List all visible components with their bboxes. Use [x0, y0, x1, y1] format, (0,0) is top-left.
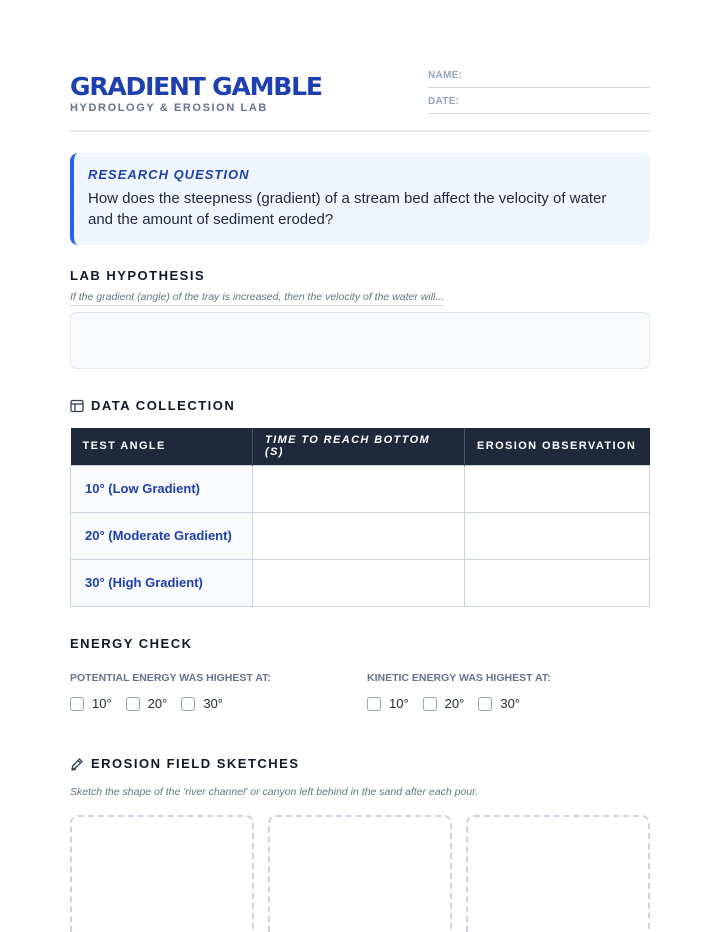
column-header-time: TIME TO REACH BOTTOM (S)	[253, 428, 465, 465]
pen-icon	[70, 757, 84, 771]
checkbox[interactable]	[126, 697, 140, 711]
checkbox[interactable]	[367, 697, 381, 711]
kinetic-option-30[interactable]	[478, 696, 520, 711]
angle-cell: 10° (Low Gradient)	[71, 465, 253, 512]
column-header-erosion: EROSION OBSERVATION	[465, 428, 650, 465]
potential-option-10[interactable]	[70, 696, 112, 711]
angle-cell: 30° (High Gradient)	[71, 559, 253, 606]
date-label: DATE:	[428, 96, 460, 107]
kinetic-option-20[interactable]	[423, 696, 465, 711]
potential-energy-options	[70, 696, 237, 711]
angle-cell: 20° (Moderate Gradient)	[71, 512, 253, 559]
table-header-row	[71, 428, 650, 465]
hypothesis-title-text: LAB HYPOTHESIS	[70, 268, 206, 283]
kinetic-energy-label: KINETIC ENERGY WAS HIGHEST AT:	[367, 672, 551, 684]
name-label: NAME:	[428, 70, 463, 81]
option-label: 20°	[147, 696, 168, 711]
checkbox[interactable]	[181, 697, 195, 711]
checkbox[interactable]	[478, 697, 492, 711]
time-cell[interactable]	[253, 465, 465, 512]
option-label: 10°	[92, 696, 112, 711]
erosion-cell[interactable]	[465, 512, 650, 559]
data-table	[70, 428, 650, 607]
hypothesis-title	[70, 268, 205, 283]
name-field[interactable]	[428, 70, 650, 88]
kinetic-option-10[interactable]	[367, 696, 409, 711]
erosion-cell[interactable]	[465, 559, 650, 606]
table-row	[71, 465, 650, 512]
sketches-title	[70, 756, 300, 771]
research-question-callout	[70, 153, 650, 245]
energy-check-title-text: ENERGY CHECK	[70, 636, 193, 651]
worksheet-header	[70, 70, 650, 132]
hypothesis-input[interactable]	[70, 312, 650, 369]
time-cell[interactable]	[253, 512, 465, 559]
kinetic-energy-options	[367, 696, 534, 711]
research-question-label: RESEARCH QUESTION	[88, 167, 250, 182]
potential-energy-label: POTENTIAL ENERGY WAS HIGHEST AT:	[70, 672, 271, 684]
checkbox[interactable]	[70, 697, 84, 711]
checkbox[interactable]	[423, 697, 437, 711]
table-row	[71, 559, 650, 606]
table-row	[71, 512, 650, 559]
erosion-cell[interactable]	[465, 465, 650, 512]
option-label: 10°	[389, 696, 409, 711]
data-collection-title-text: DATA COLLECTION	[91, 398, 236, 413]
sketch-box-20[interactable]	[268, 815, 452, 932]
time-cell[interactable]	[253, 559, 465, 606]
option-label: 30°	[203, 696, 224, 711]
sketches-title-text: EROSION FIELD SKETCHES	[91, 756, 300, 771]
research-question-text: How does the steepness (gradient) of a stream bed affect the velocity of water and the amount of sediment eroded?	[88, 190, 607, 228]
sketch-box-30[interactable]	[466, 815, 650, 932]
option-label: 20°	[444, 696, 465, 711]
potential-option-20[interactable]	[126, 696, 168, 711]
page-title: GRADIENT GAMBLE	[70, 72, 322, 101]
table-icon	[70, 399, 84, 413]
energy-check-title	[70, 636, 193, 651]
date-field[interactable]	[428, 96, 650, 114]
sketches-prompt: Sketch the shape of the 'river channel' or canyon left behind in the sand after each pour.	[70, 786, 479, 798]
data-collection-title	[70, 398, 235, 413]
hypothesis-prompt: If the gradient (angle) of the tray is increased, then the velocity of the water will...	[70, 291, 444, 306]
potential-option-30[interactable]	[181, 696, 223, 711]
sketch-box-10[interactable]	[70, 815, 254, 932]
option-label: 30°	[500, 696, 521, 711]
column-header-angle: TEST ANGLE	[71, 428, 253, 465]
page-subtitle: HYDROLOGY & EROSION LAB	[70, 102, 268, 114]
